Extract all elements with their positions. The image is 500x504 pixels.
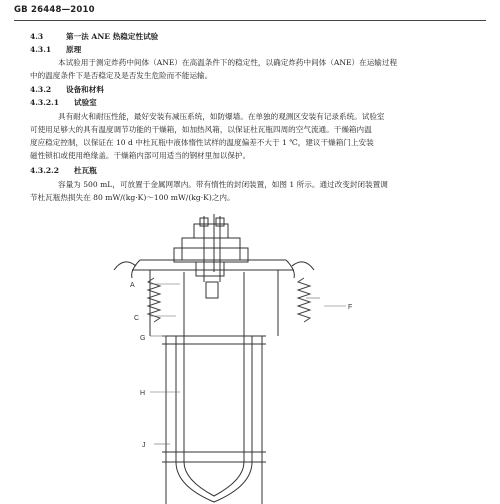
paragraph-line: 具有耐火和耐压性能，最好安装有减压系统，如防爆墙。在单独的观测区安装有记录系统。试验室 [58,112,385,121]
header-rule [14,20,486,21]
section-title: 原理 [66,45,82,54]
section-4-3-2-heading [30,85,104,95]
section-title: 试验室 [74,98,97,107]
section-4-3-1-heading [30,45,81,55]
section-title: 第一法 ANE 热稳定性试验 [66,32,159,41]
paragraph-line: 容量为 500 mL，可放置于金属网罩内。带有惰性的封闭装置，如图 1 所示。通过改变封闭装置调 [58,180,388,189]
figure-callout-lines [150,284,346,444]
paragraph-line: 中的温度条件下是否稳定及是否发生危险而不能运输。 [30,71,213,80]
section-number: 4.3.2 [30,85,52,94]
section-title: 设备和材料 [66,85,104,94]
figure-label-g: G [140,335,146,342]
paragraph-line: 可使用足够大的具有温度调节功能的干燥箱，如加热风箱，以保证杜瓦瓶四周的空气流通。干燥箱内温 [30,125,372,134]
figure-label-h: H [140,390,146,397]
paragraph-line: 度应稳定控制，以保证在 10 d 中杜瓦瓶中液体惰性试样的温度偏差不大于 1 ℃，建议干燥箱门上安装 [30,138,374,147]
section-4-3-2-1-heading [30,98,97,108]
section-number: 4.3.2.2 [30,166,60,175]
section-number: 4.3.2.1 [30,98,60,107]
spring-clamp-right [298,278,310,322]
section-number: 4.3 [30,32,44,41]
paragraph-line: 磁性锁扣或使用绝缘盖。干燥箱内部可用适当的钢材里加以保护。 [30,151,251,160]
figure-label-a: A [130,282,135,289]
paragraph-line: 节杜瓦瓶热损失在 80 mW/(kg·K)～100 mW/(kg·K)之内。 [30,193,235,202]
dewar-vessel-figure [110,212,390,504]
paragraph-line: 本试验用于测定炸药中间体（ANE）在高温条件下的稳定性，以确定炸药中间体（ANE）在运输过程 [58,58,398,67]
dewar-lid-assembly [174,214,248,298]
figure-label-f: F [348,304,353,311]
section-4-3-heading [30,32,158,42]
standard-code-header: GB 26448—2010 [14,5,95,15]
figure-label-j: J [142,442,146,449]
section-number: 4.3.1 [30,45,52,54]
dewar-flask-body [162,272,266,504]
section-4-3-2-2-heading [30,166,97,176]
figure-label-c: C [134,315,140,322]
section-title: 杜瓦瓶 [74,166,97,175]
